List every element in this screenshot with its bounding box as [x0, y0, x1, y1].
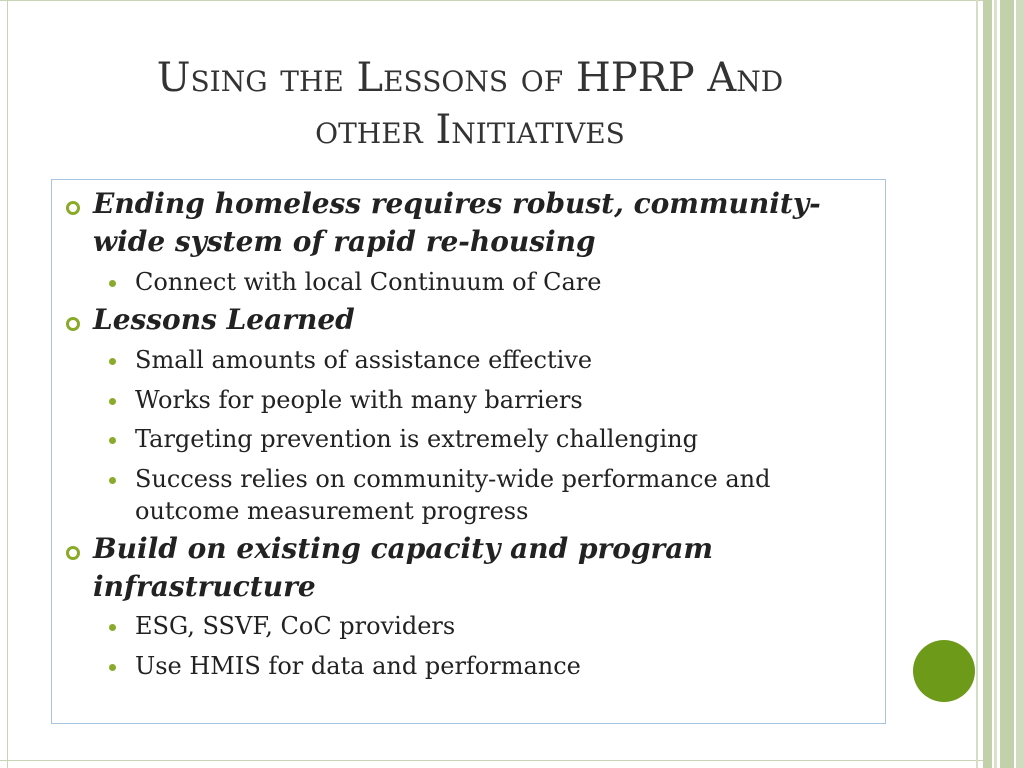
- content-box: [51, 179, 886, 724]
- bullet-point: Targeting prevention is extremely challenging: [52, 423, 865, 455]
- ring-bullet-icon: [66, 317, 80, 331]
- dot-bullet-icon: [109, 437, 116, 444]
- dot-bullet-icon: [109, 624, 116, 631]
- decorative-stripes: [976, 0, 1024, 768]
- dot-bullet-icon: [109, 477, 116, 484]
- dot-bullet-icon: [109, 664, 116, 671]
- bullet-point: ESG, SSVF, CoC providers: [52, 610, 865, 642]
- bullet-point: Success relies on community-wide performance and outcome measurement progress: [52, 463, 865, 527]
- title-line-2: other Initiatives: [315, 107, 625, 153]
- bullet-point: Use HMIS for data and performance: [52, 650, 865, 682]
- decorative-circle: [913, 640, 975, 702]
- section-heading-3: Build on existing capacity and program infrastructure: [52, 530, 883, 606]
- section-heading-1: Ending homeless requires robust, community-wide system of rapid re-housing: [52, 185, 883, 261]
- slide-title: [60, 52, 880, 156]
- bullet-point: Small amounts of assistance effective: [52, 344, 865, 376]
- bullet-point: Works for people with many barriers: [52, 384, 865, 416]
- frame-bottom-line: [0, 760, 990, 761]
- ring-bullet-icon: [66, 201, 80, 215]
- dot-bullet-icon: [109, 398, 116, 405]
- ring-bullet-icon: [66, 546, 80, 560]
- frame-top-line: [0, 0, 990, 1]
- section-heading-2: Lessons Learned: [52, 301, 883, 339]
- frame-left-line: [7, 0, 8, 768]
- bullet-point: Connect with local Continuum of Care: [52, 266, 865, 298]
- dot-bullet-icon: [109, 358, 116, 365]
- title-line-1: Using the Lessons of HPRP And: [156, 55, 784, 101]
- dot-bullet-icon: [109, 280, 116, 287]
